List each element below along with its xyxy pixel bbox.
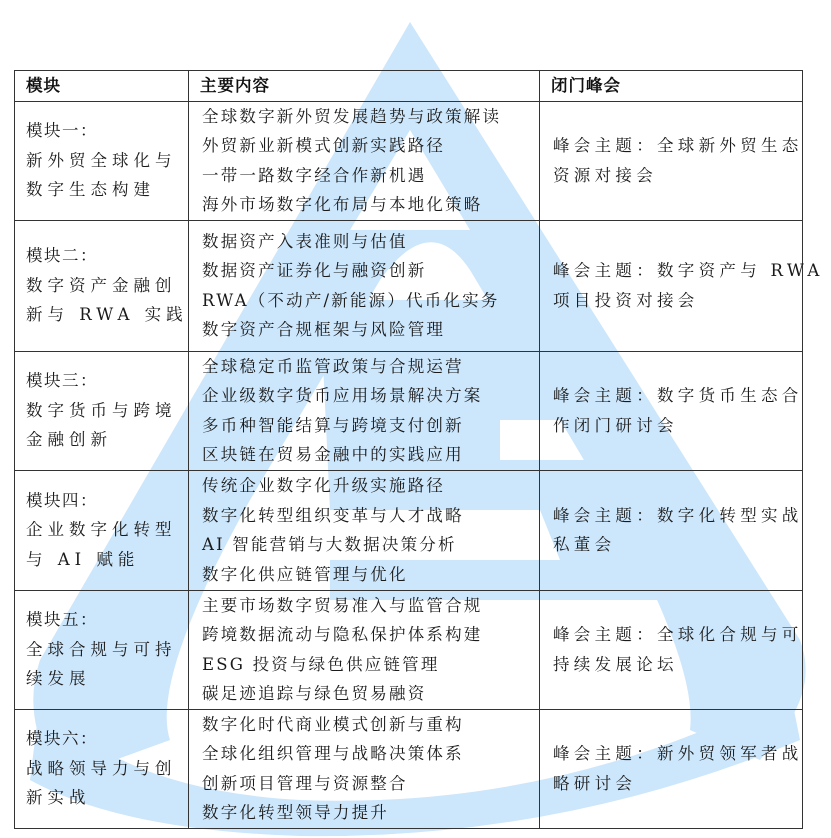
content-cell (189, 470, 540, 590)
header-closed-summit: 闭门峰会 (540, 71, 803, 102)
content-item: 碳足迹追踪与绿色贸易融资 (202, 684, 427, 703)
module-cell (15, 590, 189, 709)
content-item: 数字化转型领导力提升 (202, 803, 389, 822)
module-cell (15, 101, 189, 220)
module-name-line: 续发展 (26, 669, 91, 689)
module-title: 模块四： (26, 490, 98, 510)
module-title: 模块二： (26, 246, 98, 266)
module-cell (15, 351, 189, 470)
summit-theme-line: 私董会 (553, 535, 616, 554)
module-name-line: 新实战 (26, 788, 91, 808)
summit-theme-line: 峰会主题：数字货币生态合 (553, 386, 803, 405)
module-name-line: 与 AI 赋能 (26, 549, 140, 569)
module-cell (15, 709, 189, 828)
summit-cell (540, 590, 803, 709)
module-name-line: 全球合规与可持 (26, 639, 177, 659)
content-item: 数字化时代商业模式创新与重构 (202, 714, 464, 734)
content-item: 全球数字新外贸发展趋势与政策解读 (202, 106, 502, 126)
module-title: 模块六： (26, 729, 98, 749)
content-item: 数字化供应链管理与优化 (202, 564, 408, 584)
summit-theme-line: 资源对接会 (553, 165, 657, 185)
summit-theme-line: 持续发展论坛 (553, 654, 678, 674)
module-title: 模块一： (26, 121, 98, 141)
module-title: 模块五： (26, 610, 98, 630)
summit-cell (540, 220, 824, 351)
table-row (15, 220, 803, 351)
content-item: 传统企业数字化升级实施路径 (202, 476, 446, 495)
summit-theme-line: 峰会主题：数字化转型实战 (553, 505, 803, 525)
summit-theme-line: 略研讨会 (553, 773, 637, 793)
summit-theme-line: 峰会主题：数字资产与 RWA (553, 261, 824, 280)
content-item: AI 智能营销与大数据决策分析 (202, 535, 457, 554)
header-main-content: 主要内容 (189, 71, 540, 102)
header-module: 模块 (15, 71, 189, 102)
content-cell (189, 709, 540, 828)
module-name-line: 新与 RWA 实践 (26, 305, 188, 325)
content-item: 数据资产证券化与融资创新 (202, 261, 427, 280)
content-item: 主要市场数字贸易准入与监管合规 (202, 595, 483, 615)
summit-cell (540, 101, 803, 220)
table-row (15, 351, 803, 470)
module-name-line: 金融创新 (26, 430, 112, 450)
table-header-row (15, 71, 803, 102)
module-name-line: 数字货币与跨境 (26, 400, 177, 420)
table-row (15, 590, 803, 709)
content-item: 数字资产合规框架与风险管理 (202, 320, 446, 339)
summit-cell (540, 351, 803, 470)
content-item: 数据资产入表准则与估值 (202, 231, 408, 251)
table-row (15, 709, 803, 828)
module-name-line: 新外贸全球化与 (26, 150, 177, 170)
summit-theme-line: 项目投资对接会 (553, 290, 699, 310)
module-name-line: 数字资产金融创 (26, 275, 177, 295)
content-item: 跨境数据流动与隐私保护体系构建 (202, 625, 483, 644)
content-item: 创新项目管理与资源整合 (202, 773, 408, 793)
content-item: 全球稳定币监管政策与合规运营 (202, 356, 464, 376)
summit-theme-line: 峰会主题：全球新外贸生态 (553, 136, 803, 155)
summit-cell (540, 709, 803, 828)
table-row (15, 101, 803, 220)
content-cell (189, 220, 540, 351)
module-cell (15, 470, 189, 590)
content-item: 海外市场数字化布局与本地化策略 (202, 195, 483, 214)
curriculum-table-container (14, 70, 824, 829)
content-cell (189, 101, 540, 220)
table-row (15, 470, 803, 590)
module-cell (15, 220, 189, 351)
content-item: ESG 投资与绿色供应链管理 (202, 654, 440, 674)
module-name-line: 数字生态构建 (26, 180, 155, 200)
summit-theme-line: 峰会主题：全球化合规与可 (553, 625, 803, 644)
content-item: 一带一路数字经合作新机遇 (202, 165, 427, 185)
module-name-line: 企业数字化转型 (26, 520, 177, 540)
content-item: 全球化组织管理与战略决策体系 (202, 744, 464, 763)
content-item: 外贸新业新模式创新实践路径 (202, 136, 446, 155)
content-cell (189, 351, 540, 470)
content-item: 多币种智能结算与跨境支付创新 (202, 415, 464, 435)
content-item: RWA（不动产/新能源）代币化实务 (202, 290, 500, 310)
summit-cell (540, 470, 803, 590)
content-item: 数字化转型组织变革与人才战略 (202, 505, 464, 525)
curriculum-table (14, 70, 824, 829)
module-title: 模块三： (26, 371, 98, 391)
content-item: 区块链在贸易金融中的实践应用 (202, 445, 464, 464)
content-item: 企业级数字货币应用场景解决方案 (202, 386, 483, 405)
summit-theme-line: 作闭门研讨会 (553, 415, 678, 435)
module-name-line: 战略领导力与创 (26, 758, 177, 778)
summit-theme-line: 峰会主题：新外贸领军者战 (553, 744, 803, 763)
content-cell (189, 590, 540, 709)
